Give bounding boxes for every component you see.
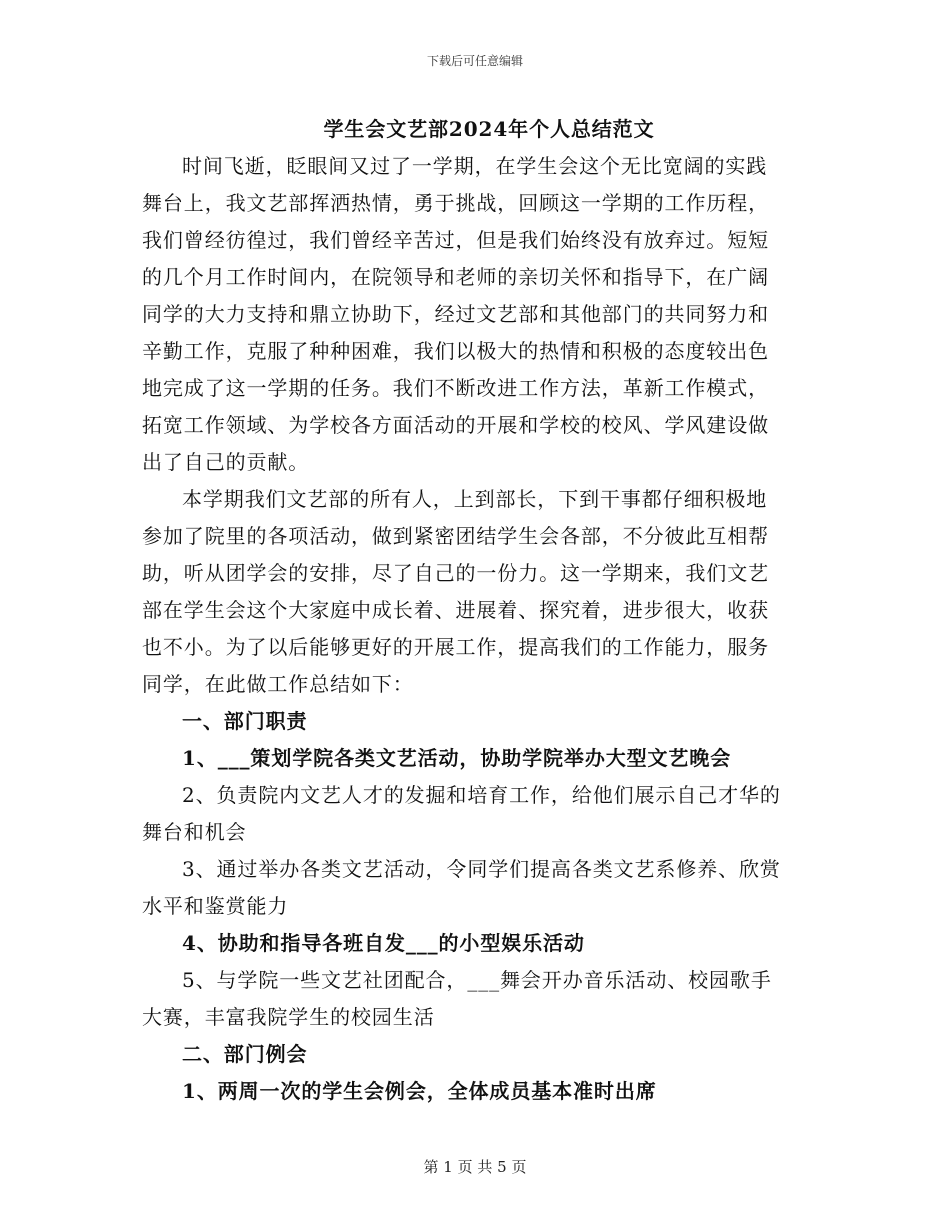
- paragraph-line: 辛勤工作，克服了种种困难，我们以极大的热情和积极的态度较出色: [142, 339, 769, 363]
- paragraph-line: 时间飞逝，眨眼间又过了一学期，在学生会这个无比宽阔的实践: [182, 154, 768, 178]
- list-item-line: 大赛，丰富我院学生的校园生活: [142, 1005, 435, 1029]
- paragraph-line: 也不小。为了以后能够更好的开展工作，提高我们的工作能力，服务: [142, 635, 769, 659]
- paragraph-2: [142, 481, 812, 703]
- list-item-line: 舞台和机会: [142, 820, 247, 844]
- paragraph-line: 助，听从团学会的安排，尽了自己的一份力。这一学期来，我们文艺: [142, 561, 769, 585]
- paragraph-line: 同学的大力支持和鼎立协助下，经过文艺部和其他部门的共同努力和: [142, 302, 769, 326]
- list-item: 4、协助和指导各班自发___的小型娱乐活动: [182, 931, 585, 955]
- list-item: [142, 851, 812, 925]
- document-body: [142, 110, 812, 1110]
- page-header: 下载后可任意编辑: [426, 54, 523, 68]
- paragraph-line: 同学，在此做工作总结如下：: [142, 672, 414, 696]
- list-item-line: 水平和鉴赏能力: [142, 894, 289, 918]
- paragraph-line: 参加了院里的各项活动，做到紧密团结学生会各部，不分彼此互相帮: [142, 524, 769, 548]
- page-footer: 第 1 页 共 5 页: [423, 1158, 527, 1176]
- paragraph-line: 我们曾经彷徨过，我们曾经辛苦过，但是我们始终没有放弃过。短短: [142, 228, 769, 252]
- list-item-line: 3、通过举办各类文艺活动，令同学们提高各类文艺系修养、欣赏: [182, 857, 781, 881]
- document-title: 学生会文艺部2024年个人总结范文: [323, 117, 655, 141]
- paragraph-line: 舞台上，我文艺部挥洒热情，勇于挑战，回顾这一学期的工作历程，: [142, 191, 769, 215]
- section-heading-meetings: 二、部门例会: [182, 1042, 308, 1066]
- paragraph-line: 地完成了这一学期的任务。我们不断改进工作方法，革新工作模式，: [142, 376, 769, 400]
- list-item: [142, 777, 812, 851]
- list-item-line: 5、与学院一些文艺社团配合，___舞会开办音乐活动、校园歌手: [182, 968, 772, 992]
- list-item-line: 2、负责院内文艺人才的发掘和培育工作，给他们展示自己才华的: [182, 783, 781, 807]
- paragraph-1: [142, 148, 812, 481]
- paragraph-line: 部在学生会这个大家庭中成长着、进展着、探究着，进步很大，收获: [142, 598, 769, 622]
- list-item: 1、___策划学院各类文艺活动，协助学院举办大型文艺晚会: [182, 746, 732, 770]
- paragraph-line: 拓宽工作领域、为学校各方面活动的开展和学校的校风、学风建设做: [142, 413, 769, 437]
- section-heading-duties: 一、部门职责: [182, 709, 308, 733]
- list-item: 1、两周一次的学生会例会，全体成员基本准时出席: [182, 1079, 657, 1103]
- paragraph-line: 的几个月工作时间内，在院领导和老师的亲切关怀和指导下，在广阔: [142, 265, 769, 289]
- list-item: [142, 962, 812, 1036]
- paragraph-line: 出了自己的贡献。: [142, 450, 310, 474]
- paragraph-line: 本学期我们文艺部的所有人，上到部长，下到干事都仔细积极地: [182, 487, 768, 511]
